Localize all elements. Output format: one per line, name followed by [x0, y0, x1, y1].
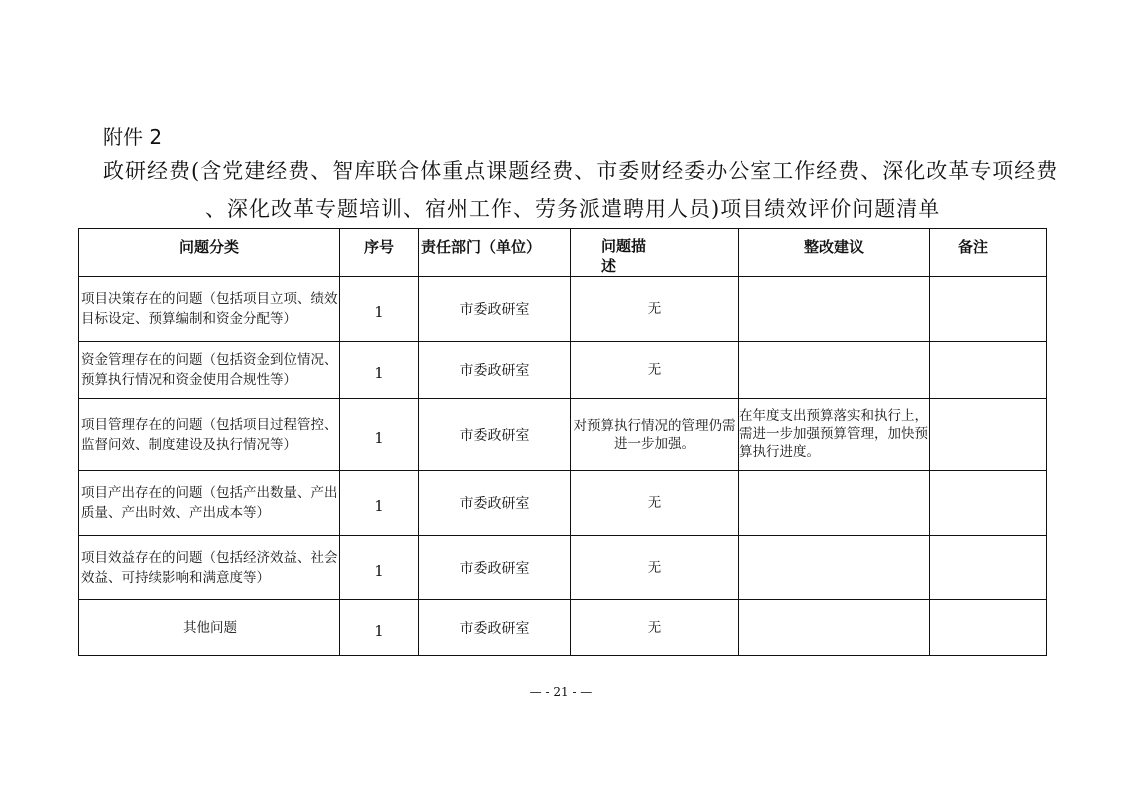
cell-remark — [930, 277, 1047, 342]
cell-dept: 市委政研室 — [419, 536, 571, 600]
issue-list-table — [78, 228, 1047, 656]
table-row — [79, 399, 1047, 471]
table-row — [79, 471, 1047, 536]
cell-desc: 无 — [571, 342, 739, 399]
cell-remark — [930, 342, 1047, 399]
document-title-line1: 政研经费(含党建经费、智库联合体重点课题经费、市委财经委办公室工作经费、深化改革专项经费 — [103, 159, 1059, 183]
cell-dept: 市委政研室 — [419, 600, 571, 656]
header-seq: 序号 — [340, 229, 419, 277]
cell-category: 其他问题 — [79, 600, 340, 656]
cell-category: 项目产出存在的问题（包括产出数量、产出质量、产出时效、产出成本等） — [79, 471, 340, 536]
table-row — [79, 342, 1047, 399]
cell-suggestion — [739, 600, 930, 656]
cell-desc: 对预算执行情况的管理仍需进一步加强。 — [571, 399, 739, 471]
cell-seq: 1 — [340, 342, 419, 399]
cell-suggestion: 在年度支出预算落实和执行上，需进一步加强预算管理，加快预算执行进度。 — [739, 399, 930, 471]
cell-category: 项目决策存在的问题（包括项目立项、绩效目标设定、预算编制和资金分配等） — [79, 277, 340, 342]
cell-remark — [930, 600, 1047, 656]
cell-dept: 市委政研室 — [419, 471, 571, 536]
cell-desc: 无 — [571, 277, 739, 342]
header-desc-line1: 问题描 — [601, 237, 647, 255]
cell-remark — [930, 399, 1047, 471]
cell-category: 项目管理存在的问题（包括项目过程管控、监督问效、制度建设及执行情况等） — [79, 399, 340, 471]
cell-dept: 市委政研室 — [419, 342, 571, 399]
cell-remark — [930, 536, 1047, 600]
table-row — [79, 277, 1047, 342]
cell-seq: 1 — [340, 471, 419, 536]
header-suggestion: 整改建议 — [739, 229, 930, 277]
cell-suggestion — [739, 471, 930, 536]
cell-dept: 市委政研室 — [419, 399, 571, 471]
cell-seq: 1 — [340, 399, 419, 471]
table-header-row — [79, 229, 1047, 277]
header-desc-line2: 述 — [601, 257, 617, 275]
cell-category: 资金管理存在的问题（包括资金到位情况、预算执行情况和资金使用合规性等） — [79, 342, 340, 399]
cell-category: 项目效益存在的问题（包括经济效益、社会效益、可持续影响和满意度等） — [79, 536, 340, 600]
cell-seq: 1 — [340, 277, 419, 342]
document-title-line2: 、深化改革专题培训、宿州工作、劳务派遣聘用人员)项目绩效评价问题清单 — [205, 197, 941, 221]
cell-remark — [930, 471, 1047, 536]
cell-seq: 1 — [340, 536, 419, 600]
header-desc — [571, 229, 739, 277]
header-category: 问题分类 — [79, 229, 340, 277]
header-remark: 备注 — [930, 229, 1047, 277]
cell-seq: 1 — [340, 600, 419, 656]
table-row — [79, 600, 1047, 656]
cell-suggestion — [739, 536, 930, 600]
cell-desc: 无 — [571, 471, 739, 536]
page-number: — - 21 - — — [529, 685, 593, 699]
cell-suggestion — [739, 277, 930, 342]
header-dept: 责任部门（单位） — [419, 229, 571, 277]
cell-suggestion — [739, 342, 930, 399]
cell-desc: 无 — [571, 600, 739, 656]
attachment-label: 附件 2 — [103, 125, 163, 149]
table-row — [79, 536, 1047, 600]
cell-dept: 市委政研室 — [419, 277, 571, 342]
cell-desc: 无 — [571, 536, 739, 600]
